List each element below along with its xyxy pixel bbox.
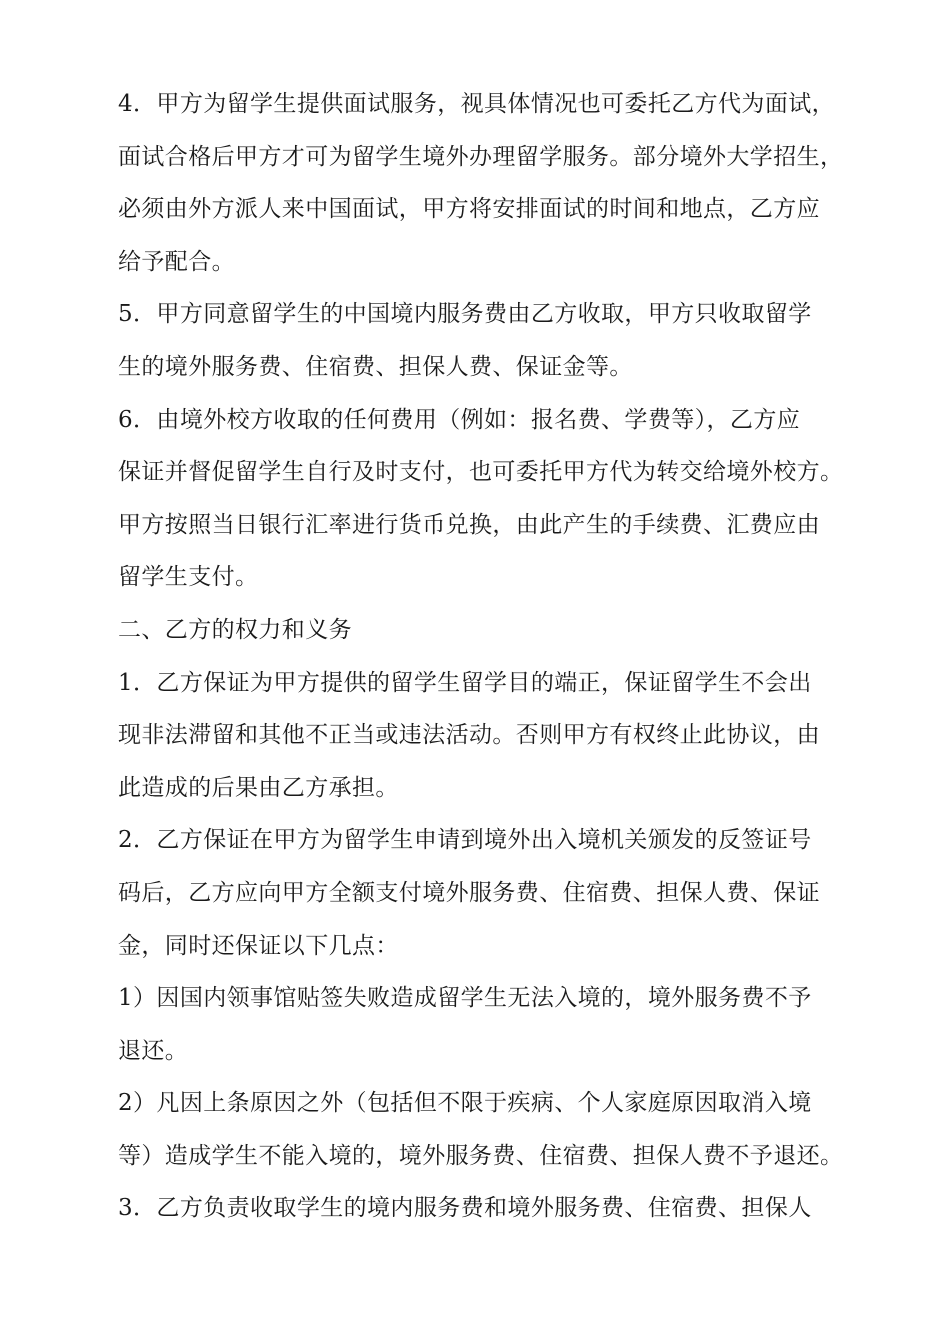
- text-line: 给予配合。: [118, 248, 235, 275]
- text-line: 此造成的后果由乙方承担。: [118, 774, 399, 801]
- text-line: 4．甲方为留学生提供面试服务，视具体情况也可委托乙方代为面试，: [118, 91, 836, 117]
- text-line: 保证并督促留学生自行及时支付，也可委托甲方代为转交给境外校方。: [118, 459, 844, 486]
- text-line: 甲方按照当日银行汇率进行货币兑换，由此产生的手续费、汇费应由: [118, 511, 820, 538]
- text-line: 2．乙方保证在甲方为留学生申请到境外出入境机关颁发的反签证号: [118, 827, 812, 854]
- text-line: 等）造成学生不能入境的，境外服务费、住宿费、担保人费不予退还。: [118, 1142, 844, 1169]
- text-line: 2）凡因上条原因之外（包括但不限于疾病、个人家庭原因取消入境: [118, 1090, 812, 1117]
- document-body: [118, 78, 858, 1235]
- text-line: 留学生支付。: [118, 564, 259, 591]
- text-line: 1．乙方保证为甲方提供的留学生留学目的端正，保证留学生不会出: [118, 669, 812, 696]
- text-line: 金，同时还保证以下几点：: [118, 932, 399, 959]
- text-line: 码后，乙方应向甲方全额支付境外服务费、住宿费、担保人费、保证: [118, 879, 820, 906]
- text-line: 6．由境外校方收取的任何费用（例如：报名费、学费等），乙方应: [118, 406, 801, 433]
- text-line: 5．甲方同意留学生的中国境内服务费由乙方收取，甲方只收取留学: [118, 301, 812, 328]
- text-line: 生的境外服务费、住宿费、担保人费、保证金等。: [118, 353, 633, 380]
- text-line: 3．乙方负责收取学生的境内服务费和境外服务费、住宿费、担保人: [118, 1195, 812, 1222]
- text-line: 面试合格后甲方才可为留学生境外办理留学服务。部分境外大学招生，: [118, 143, 844, 170]
- text-line: 现非法滞留和其他不正当或违法活动。否则甲方有权终止此协议，由: [118, 722, 820, 749]
- text-line: 必须由外方派人来中国面试，甲方将安排面试的时间和地点，乙方应: [118, 196, 820, 223]
- section-heading: 二、乙方的权力和义务: [118, 616, 352, 643]
- text-line: 退还。: [118, 1037, 189, 1064]
- text-line: 1）因国内领事馆贴签失败造成留学生无法入境的，境外服务费不予: [118, 985, 812, 1012]
